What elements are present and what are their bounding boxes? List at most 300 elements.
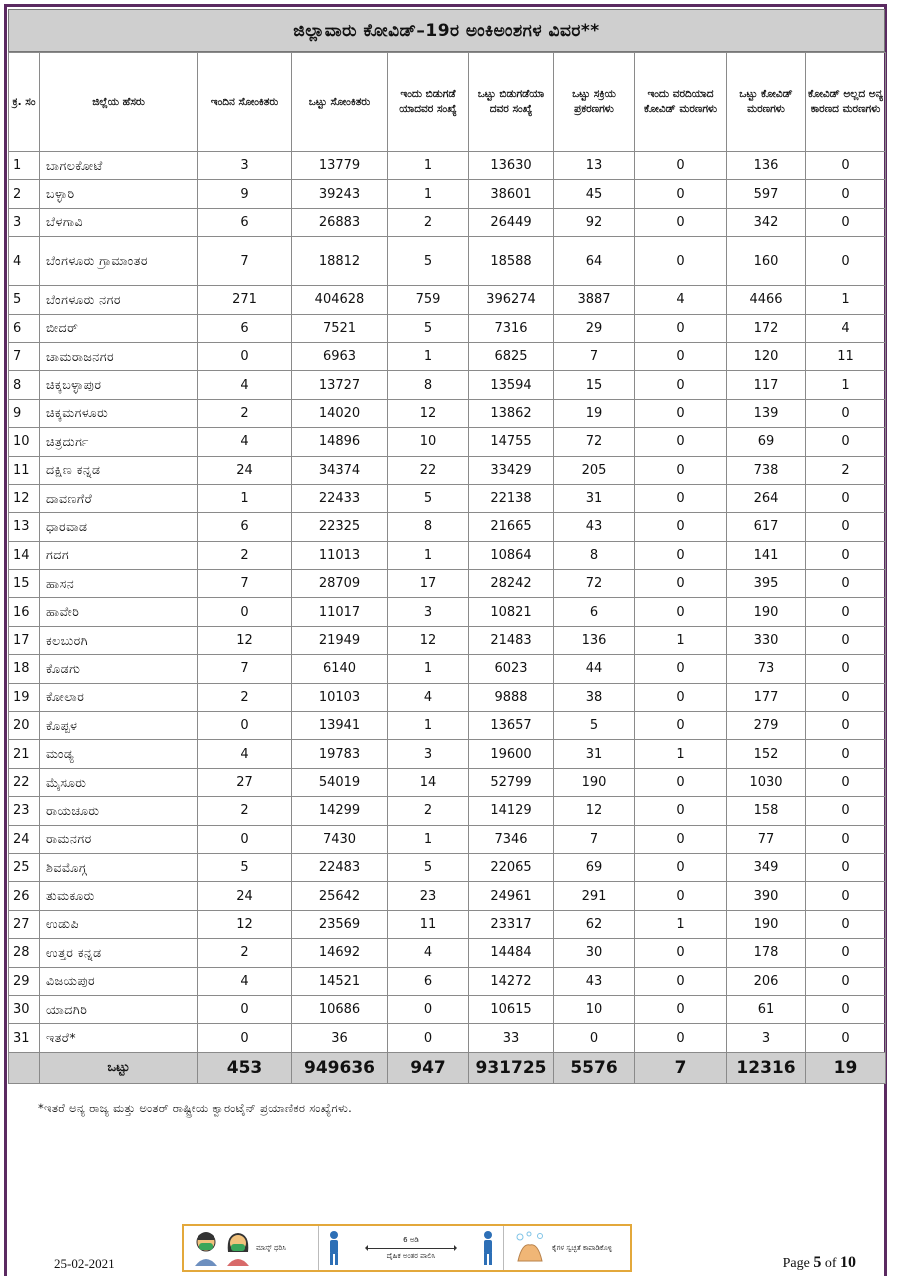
value-cell: 28709 [292, 570, 388, 598]
value-cell: 72 [554, 428, 635, 456]
table-row [9, 939, 886, 967]
value-cell: 18812 [292, 237, 388, 286]
value-cell: 5 [388, 484, 469, 512]
value-cell: 69 [727, 428, 806, 456]
value-cell: 6023 [469, 655, 554, 683]
column-header: ಒಟ್ಟು ಸಕ್ರಿಯ ಪ್ರಕರಣಗಳು [554, 53, 635, 152]
value-cell: 7 [554, 342, 635, 370]
value-cell: 62 [554, 910, 635, 938]
table-row [9, 598, 886, 626]
value-cell: 33 [469, 1024, 554, 1052]
footnote: *ಇತರೆ ಅನ್ಯ ರಾಜ್ಯ ಮತ್ತು ಅಂತರ್ ರಾಷ್ಟ್ರೀಯ ಕ್ವಾರಂಟೈನ್ ಪ್ರಯಾಣಿಕರ ಸಂಖ್ಯೆಗಳು. [38, 1101, 353, 1115]
value-cell: 0 [806, 180, 886, 208]
table-row [9, 399, 886, 427]
value-cell: 38601 [469, 180, 554, 208]
value-cell: 0 [806, 797, 886, 825]
value-cell: 43 [554, 967, 635, 995]
value-cell: 117 [727, 371, 806, 399]
value-cell: 7 [198, 237, 292, 286]
table-row [9, 456, 886, 484]
value-cell: 24 [198, 882, 292, 910]
value-cell: 13862 [469, 399, 554, 427]
value-cell: 2 [806, 456, 886, 484]
value-cell: 6825 [469, 342, 554, 370]
serial-cell: 26 [9, 882, 40, 910]
value-cell: 9888 [469, 683, 554, 711]
table-row [9, 180, 886, 208]
district-name-cell: ಧಾರವಾಡ [40, 513, 198, 541]
table-row [9, 825, 886, 853]
value-cell: 0 [635, 371, 727, 399]
value-cell: 13594 [469, 371, 554, 399]
report-date: 25-02-2021 [54, 1256, 115, 1271]
district-name-cell: ಚಿಕ್ಕಬಳ್ಳಾಪುರ [40, 371, 198, 399]
value-cell: 2 [198, 399, 292, 427]
table-row [9, 541, 886, 569]
table-body [9, 152, 886, 1084]
value-cell: 10615 [469, 995, 554, 1023]
value-cell: 12 [388, 399, 469, 427]
column-header: ಜಿಲ್ಲೆಯ ಹೆಸರು [40, 53, 198, 152]
value-cell: 2 [198, 541, 292, 569]
value-cell: 0 [635, 399, 727, 427]
value-cell: 206 [727, 967, 806, 995]
district-name-cell: ಬೀದರ್ [40, 314, 198, 342]
value-cell: 22433 [292, 484, 388, 512]
value-cell: 77 [727, 825, 806, 853]
value-cell: 2 [198, 683, 292, 711]
value-cell: 0 [806, 967, 886, 995]
value-cell: 22 [388, 456, 469, 484]
value-cell: 44 [554, 655, 635, 683]
column-header: ಕೋವಿಡ್ ಅಲ್ಲದ ಅನ್ಯ ಕಾರಣದ ಮರಣಗಳು [806, 53, 886, 152]
value-cell: 279 [727, 712, 806, 740]
table-row [9, 208, 886, 236]
value-cell: 4 [198, 740, 292, 768]
value-cell: 0 [806, 428, 886, 456]
value-cell: 2 [388, 208, 469, 236]
value-cell: 7316 [469, 314, 554, 342]
value-cell: 0 [806, 910, 886, 938]
district-name-cell: ಬೆಂಗಳೂರು ನಗರ [40, 286, 198, 314]
value-cell: 3 [198, 152, 292, 180]
value-cell: 178 [727, 939, 806, 967]
value-cell: 14755 [469, 428, 554, 456]
serial-cell: 17 [9, 626, 40, 654]
value-cell: 10 [388, 428, 469, 456]
table-row [9, 570, 886, 598]
table-row [9, 1024, 886, 1052]
table-row [9, 768, 886, 796]
serial-cell: 15 [9, 570, 40, 598]
double-arrow-icon [366, 1248, 456, 1249]
value-cell: 54019 [292, 768, 388, 796]
column-header: ಇಂದಿನ ಸೋಂಕಿತರು [198, 53, 292, 152]
handwash-icon [514, 1231, 546, 1265]
value-cell: 4 [388, 683, 469, 711]
value-cell: 10 [554, 995, 635, 1023]
value-cell: 0 [806, 683, 886, 711]
value-cell: 23569 [292, 910, 388, 938]
value-cell: 264 [727, 484, 806, 512]
value-cell: 23 [388, 882, 469, 910]
serial-cell: 7 [9, 342, 40, 370]
table-row [9, 314, 886, 342]
table-row [9, 910, 886, 938]
value-cell: 27 [198, 768, 292, 796]
serial-cell: 8 [9, 371, 40, 399]
serial-cell: 11 [9, 456, 40, 484]
district-name-cell: ಚಾಮರಾಜನಗರ [40, 342, 198, 370]
district-name-cell: ಕಲಬುರಗಿ [40, 626, 198, 654]
value-cell: 0 [635, 314, 727, 342]
value-cell: 0 [806, 513, 886, 541]
value-cell: 26449 [469, 208, 554, 236]
value-cell: 330 [727, 626, 806, 654]
district-name-cell: ಹಾಸನ [40, 570, 198, 598]
serial-cell: 20 [9, 712, 40, 740]
value-cell: 0 [806, 541, 886, 569]
value-cell: 1 [388, 342, 469, 370]
value-cell: 6 [198, 513, 292, 541]
value-cell: 0 [635, 882, 727, 910]
district-name-cell: ಶಿವಮೊಗ್ಗ [40, 853, 198, 881]
value-cell: 13779 [292, 152, 388, 180]
value-cell: 0 [635, 768, 727, 796]
value-cell: 0 [635, 1024, 727, 1052]
value-cell: 0 [635, 683, 727, 711]
value-cell: 4 [198, 967, 292, 995]
table-row [9, 286, 886, 314]
value-cell: 0 [198, 1024, 292, 1052]
value-cell: 19 [554, 399, 635, 427]
value-cell: 4 [806, 314, 886, 342]
serial-cell: 18 [9, 655, 40, 683]
value-cell: 0 [635, 825, 727, 853]
total-value-cell: 12316 [727, 1052, 806, 1083]
table-row [9, 712, 886, 740]
value-cell: 11013 [292, 541, 388, 569]
serial-cell: 5 [9, 286, 40, 314]
value-cell: 0 [635, 342, 727, 370]
value-cell: 3 [727, 1024, 806, 1052]
person-left-icon [327, 1230, 341, 1266]
value-cell: 0 [635, 797, 727, 825]
value-cell: 5 [388, 853, 469, 881]
value-cell: 8 [388, 371, 469, 399]
total-label-cell: ಒಟ್ಟು [40, 1052, 198, 1083]
value-cell: 22483 [292, 853, 388, 881]
value-cell: 0 [635, 712, 727, 740]
column-header: ಒಟ್ಟು ಸೋಂಕಿತರು [292, 53, 388, 152]
value-cell: 0 [635, 853, 727, 881]
value-cell: 0 [198, 598, 292, 626]
district-name-cell: ಉಡುಪಿ [40, 910, 198, 938]
value-cell: 0 [806, 598, 886, 626]
district-name-cell: ತುಮಕೂರು [40, 882, 198, 910]
district-name-cell: ದಕ್ಷಿಣ ಕನ್ನಡ [40, 456, 198, 484]
value-cell: 10103 [292, 683, 388, 711]
value-cell: 759 [388, 286, 469, 314]
value-cell: 14272 [469, 967, 554, 995]
table-title [8, 9, 885, 52]
value-cell: 349 [727, 853, 806, 881]
serial-cell: 22 [9, 768, 40, 796]
value-cell: 0 [635, 237, 727, 286]
value-cell: 0 [198, 825, 292, 853]
value-cell: 0 [635, 995, 727, 1023]
value-cell: 14299 [292, 797, 388, 825]
value-cell: 36 [292, 1024, 388, 1052]
value-cell: 7 [198, 655, 292, 683]
value-cell: 14692 [292, 939, 388, 967]
masked-woman-icon [224, 1230, 252, 1266]
value-cell: 22138 [469, 484, 554, 512]
total-value-cell: 947 [388, 1052, 469, 1083]
total-value-cell: 7 [635, 1052, 727, 1083]
value-cell: 24961 [469, 882, 554, 910]
value-cell: 13630 [469, 152, 554, 180]
value-cell: 14896 [292, 428, 388, 456]
district-name-cell: ದಾವಣಗೆರೆ [40, 484, 198, 512]
value-cell: 3 [388, 598, 469, 626]
value-cell: 190 [554, 768, 635, 796]
value-cell: 19783 [292, 740, 388, 768]
value-cell: 52799 [469, 768, 554, 796]
value-cell: 17 [388, 570, 469, 598]
value-cell: 0 [388, 1024, 469, 1052]
column-header: ಒಟ್ಟು ಬಿಡುಗಡೆಯಾ ದವರ ಸಂಖ್ಯೆ [469, 53, 554, 152]
table-row [9, 371, 886, 399]
value-cell: 6140 [292, 655, 388, 683]
value-cell: 0 [806, 882, 886, 910]
serial-cell: 30 [9, 995, 40, 1023]
serial-cell: 13 [9, 513, 40, 541]
value-cell: 190 [727, 910, 806, 938]
table-row [9, 967, 886, 995]
distance-top-text: 6 ಅಡಿ [403, 1235, 419, 1244]
mask-text: ಮಾಸ್ಕ್ ಧರಿಸಿ [256, 1243, 286, 1252]
value-cell: 1 [635, 740, 727, 768]
serial-cell: 31 [9, 1024, 40, 1052]
value-cell: 5 [198, 853, 292, 881]
value-cell: 160 [727, 237, 806, 286]
value-cell: 21665 [469, 513, 554, 541]
handwash-segment [504, 1226, 630, 1270]
value-cell: 14521 [292, 967, 388, 995]
value-cell: 152 [727, 740, 806, 768]
value-cell: 0 [806, 626, 886, 654]
value-cell: 0 [635, 484, 727, 512]
value-cell: 6 [198, 314, 292, 342]
table-row [9, 513, 886, 541]
value-cell: 0 [806, 740, 886, 768]
value-cell: 0 [806, 712, 886, 740]
serial-cell: 6 [9, 314, 40, 342]
value-cell: 404628 [292, 286, 388, 314]
serial-cell: 14 [9, 541, 40, 569]
district-name-cell: ರಾಯಚೂರು [40, 797, 198, 825]
value-cell: 3 [388, 740, 469, 768]
value-cell: 15 [554, 371, 635, 399]
value-cell: 38 [554, 683, 635, 711]
value-cell: 6 [554, 598, 635, 626]
value-cell: 395 [727, 570, 806, 598]
value-cell: 22065 [469, 853, 554, 881]
safety-banner [182, 1224, 632, 1272]
value-cell: 4 [198, 428, 292, 456]
district-name-cell: ಕೋಲಾರ [40, 683, 198, 711]
value-cell: 0 [198, 712, 292, 740]
value-cell: 0 [806, 768, 886, 796]
value-cell: 13941 [292, 712, 388, 740]
value-cell: 11 [388, 910, 469, 938]
serial-cell: 16 [9, 598, 40, 626]
value-cell: 4 [388, 939, 469, 967]
value-cell: 0 [388, 995, 469, 1023]
value-cell: 45 [554, 180, 635, 208]
value-cell: 12 [198, 626, 292, 654]
value-cell: 14129 [469, 797, 554, 825]
value-cell: 0 [806, 655, 886, 683]
serial-cell: 3 [9, 208, 40, 236]
value-cell: 3887 [554, 286, 635, 314]
page-number [783, 1254, 856, 1272]
value-cell: 11 [806, 342, 886, 370]
table-row [9, 995, 886, 1023]
value-cell: 0 [635, 513, 727, 541]
district-name-cell: ಇತರೆ* [40, 1024, 198, 1052]
table-row [9, 797, 886, 825]
value-cell: 1 [635, 626, 727, 654]
serial-cell: 12 [9, 484, 40, 512]
value-cell: 64 [554, 237, 635, 286]
district-name-cell: ವಿಜಯಪುರ [40, 967, 198, 995]
serial-cell: 9 [9, 399, 40, 427]
value-cell: 29 [554, 314, 635, 342]
serial-cell: 19 [9, 683, 40, 711]
value-cell: 1 [388, 655, 469, 683]
table-row [9, 484, 886, 512]
value-cell: 0 [635, 939, 727, 967]
column-header: ಕ್ರ. ಸಂ [9, 53, 40, 152]
district-stats-table [8, 52, 886, 1084]
value-cell: 6 [388, 967, 469, 995]
value-cell: 1030 [727, 768, 806, 796]
value-cell: 12 [198, 910, 292, 938]
value-cell: 291 [554, 882, 635, 910]
value-cell: 0 [806, 1024, 886, 1052]
value-cell: 0 [635, 570, 727, 598]
value-cell: 0 [635, 655, 727, 683]
value-cell: 205 [554, 456, 635, 484]
value-cell: 72 [554, 570, 635, 598]
value-cell: 136 [727, 152, 806, 180]
value-cell: 0 [806, 484, 886, 512]
value-cell: 0 [806, 237, 886, 286]
value-cell: 34374 [292, 456, 388, 484]
district-name-cell: ಹಾವೇರಿ [40, 598, 198, 626]
value-cell: 0 [635, 456, 727, 484]
serial-cell: 10 [9, 428, 40, 456]
value-cell: 5 [388, 237, 469, 286]
value-cell: 4 [635, 286, 727, 314]
value-cell: 0 [806, 152, 886, 180]
value-cell: 61 [727, 995, 806, 1023]
district-name-cell: ಚಿಕ್ಕಮಗಳೂರು [40, 399, 198, 427]
value-cell: 5 [554, 712, 635, 740]
value-cell: 8 [554, 541, 635, 569]
serial-cell: 29 [9, 967, 40, 995]
value-cell: 1 [806, 371, 886, 399]
value-cell: 11017 [292, 598, 388, 626]
distance-info [366, 1236, 456, 1261]
value-cell: 6963 [292, 342, 388, 370]
value-cell: 396274 [469, 286, 554, 314]
value-cell: 0 [198, 995, 292, 1023]
value-cell: 0 [806, 399, 886, 427]
value-cell: 1 [388, 152, 469, 180]
table-row [9, 683, 886, 711]
value-cell: 7 [554, 825, 635, 853]
table-row [9, 237, 886, 286]
value-cell: 23317 [469, 910, 554, 938]
district-name-cell: ಕೊಡಗು [40, 655, 198, 683]
distance-segment [319, 1226, 504, 1270]
value-cell: 7346 [469, 825, 554, 853]
value-cell: 92 [554, 208, 635, 236]
value-cell: 25642 [292, 882, 388, 910]
value-cell: 1 [635, 910, 727, 938]
value-cell: 617 [727, 513, 806, 541]
table-row [9, 882, 886, 910]
distance-bottom-text: ದೈಹಿಕ ಅಂತರ ಪಾಲಿಸಿ [386, 1251, 436, 1260]
value-cell: 0 [635, 180, 727, 208]
table-row [9, 152, 886, 180]
value-cell: 73 [727, 655, 806, 683]
value-cell: 33429 [469, 456, 554, 484]
value-cell: 4466 [727, 286, 806, 314]
district-name-cell: ಬೆಂಗಳೂರು ಗ್ರಾಮಾಂತರ [40, 237, 198, 286]
value-cell: 172 [727, 314, 806, 342]
value-cell: 14020 [292, 399, 388, 427]
total-value-cell: 949636 [292, 1052, 388, 1083]
value-cell: 0 [635, 541, 727, 569]
value-cell: 9 [198, 180, 292, 208]
value-cell: 0 [635, 967, 727, 995]
value-cell: 1 [388, 180, 469, 208]
district-name-cell: ಬಳ್ಳಾರಿ [40, 180, 198, 208]
total-blank-cell [9, 1052, 40, 1083]
handwash-text: ಕೈಗಳ ಸ್ವಚ್ಛತೆ ಕಾಪಾಡಿಕೊಳ್ಳಿ [552, 1243, 613, 1252]
value-cell: 136 [554, 626, 635, 654]
value-cell: 26883 [292, 208, 388, 236]
district-name-cell: ಗದಗ [40, 541, 198, 569]
value-cell: 28242 [469, 570, 554, 598]
value-cell: 0 [806, 208, 886, 236]
district-name-cell: ಕೊಪ್ಪಳ [40, 712, 198, 740]
total-value-cell: 19 [806, 1052, 886, 1083]
value-cell: 10686 [292, 995, 388, 1023]
total-value-cell: 5576 [554, 1052, 635, 1083]
table-row [9, 655, 886, 683]
page-total: 10 [840, 1254, 856, 1271]
page-current: 5 [813, 1254, 822, 1271]
value-cell: 177 [727, 683, 806, 711]
column-header: ಒಟ್ಟು ಕೋವಿಡ್ ಮರಣಗಳು [727, 53, 806, 152]
value-cell: 18588 [469, 237, 554, 286]
person-right-icon [481, 1230, 495, 1266]
